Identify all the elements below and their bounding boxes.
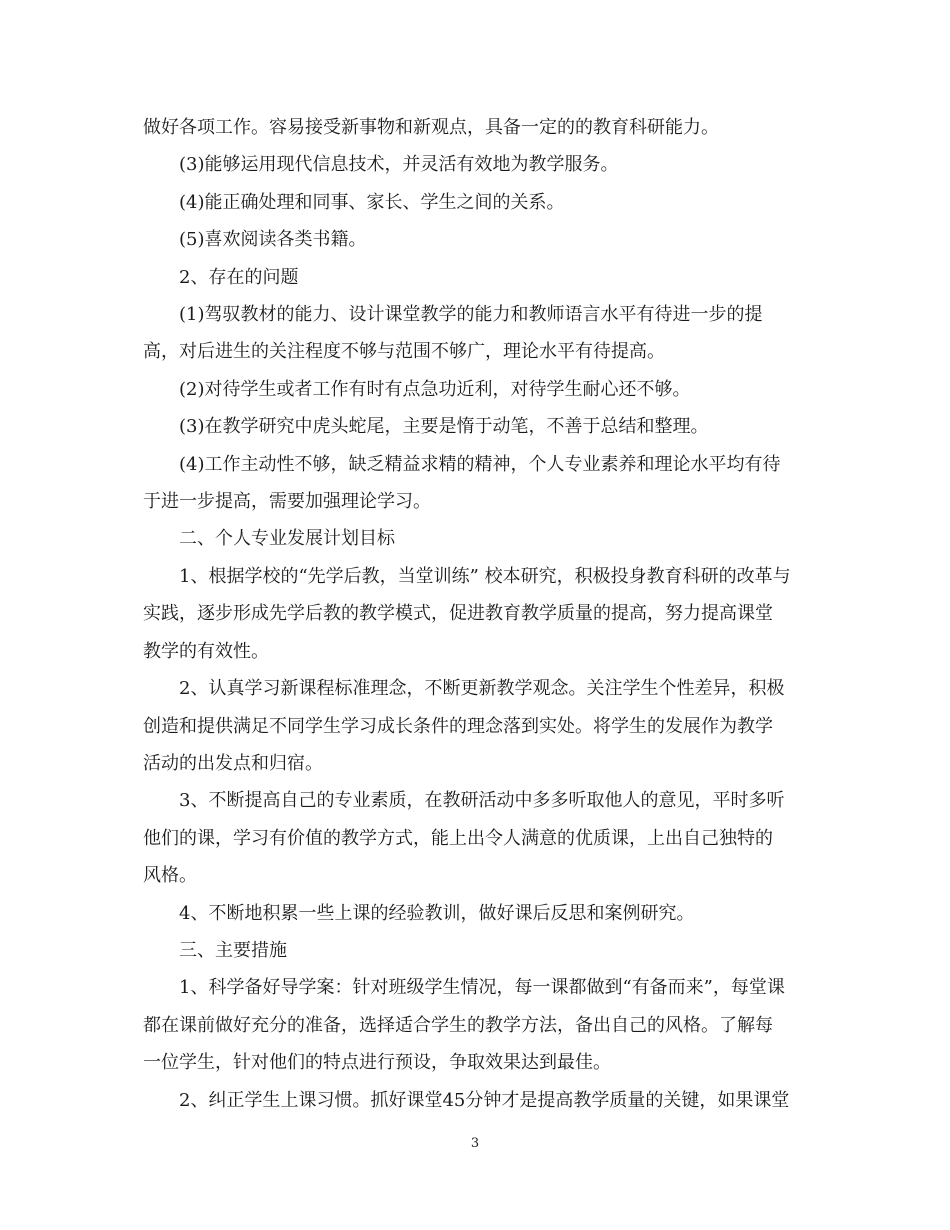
text-line: 活动的出发点和归宿。 [143,752,323,774]
paragraph [143,184,823,221]
text-line: 实践，逐步形成先学后教的教学模式，促进教育教学质量的提高，努力提高课堂 [143,603,773,625]
text-line: (3)在教学研究中虎头蛇尾，主要是惰于动笔，不善于总结和整理。 [179,416,709,438]
text-line: 做好各项工作。容易接受新事物和新观点，具备一定的的教育科研能力。 [143,117,719,138]
section-heading [143,932,823,969]
text-line: 4、不断地积累一些上课的经验教训，做好课后反思和案例研究。 [179,902,695,924]
section-heading [143,259,823,296]
text-line: 2、纠正学生上课习惯。抓好课堂45分钟才是提高教学质量的关键，如果课堂 [179,1089,790,1111]
text-line: 一位学生，针对他们的特点进行预设，争取效果达到最佳。 [143,1052,611,1074]
paragraph [143,296,823,371]
text-line: 教学的有效性。 [143,640,269,662]
text-line: 1、科学备好导学案：针对班级学生情况，每一课都做到“有备而来”，每堂课 [179,977,785,999]
text-line: 3、不断提高自己的专业素质，在教研活动中多多听取他人的意见，平时多听 [179,790,785,812]
paragraph [143,1082,823,1119]
paragraph [143,782,823,894]
text-line: 风格。 [143,865,197,887]
text-line: 他们的课，学习有价值的教学方式，能上出令人满意的优质课，上出自己独特的 [143,827,773,849]
document-body [143,109,823,1119]
paragraph [143,371,823,408]
text-line: 2、存在的问题 [179,266,299,288]
paragraph [143,146,823,183]
paragraph [143,408,823,445]
text-line: 创造和提供满足不同学生学习成长条件的理念落到实处。将学生的发展作为教学 [143,715,773,737]
text-line: 2、认真学习新课程标准理念，不断更新教学观念。关注学生个性差异，积极 [179,678,785,700]
section-heading [143,520,823,557]
text-line: 二、个人专业发展计划目标 [179,528,395,550]
text-line: (5)喜欢阅读各类书籍。 [179,229,367,251]
text-line: (4)能正确处理和同事、家长、学生之间的关系。 [179,191,565,213]
page-number: 3 [470,1136,480,1151]
text-line: (2)对待学生或者工作有时有点急功近利，对待学生耐心还不够。 [179,378,691,400]
paragraph [143,221,823,258]
paragraph [143,670,823,782]
text-line: 都在课前做好充分的准备，选择适合学生的教学方法，备出自己的风格。了解每 [143,1014,773,1036]
paragraph [143,558,823,670]
paragraph [143,109,823,146]
text-line: 高，对后进生的关注程度不够与范围不够广，理论水平有待提高。 [143,341,665,363]
paragraph [143,969,823,1081]
text-line: 三、主要措施 [179,939,287,961]
text-line: 于进一步提高，需要加强理论学习。 [143,491,431,513]
paragraph [143,895,823,932]
text-line: 1、根据学校的“先学后教，当堂训练” 校本研究，积极投身教育科研的改革与 [179,565,791,587]
text-line: (4)工作主动性不够，缺乏精益求精的精神，个人专业素养和理论水平均有待 [179,453,781,475]
text-line: (3)能够运用现代信息技术，并灵活有效地为教学服务。 [179,154,619,176]
paragraph [143,446,823,521]
text-line: (1)驾驭教材的能力、设计课堂教学的能力和教师语言水平有待进一步的提 [179,304,763,326]
